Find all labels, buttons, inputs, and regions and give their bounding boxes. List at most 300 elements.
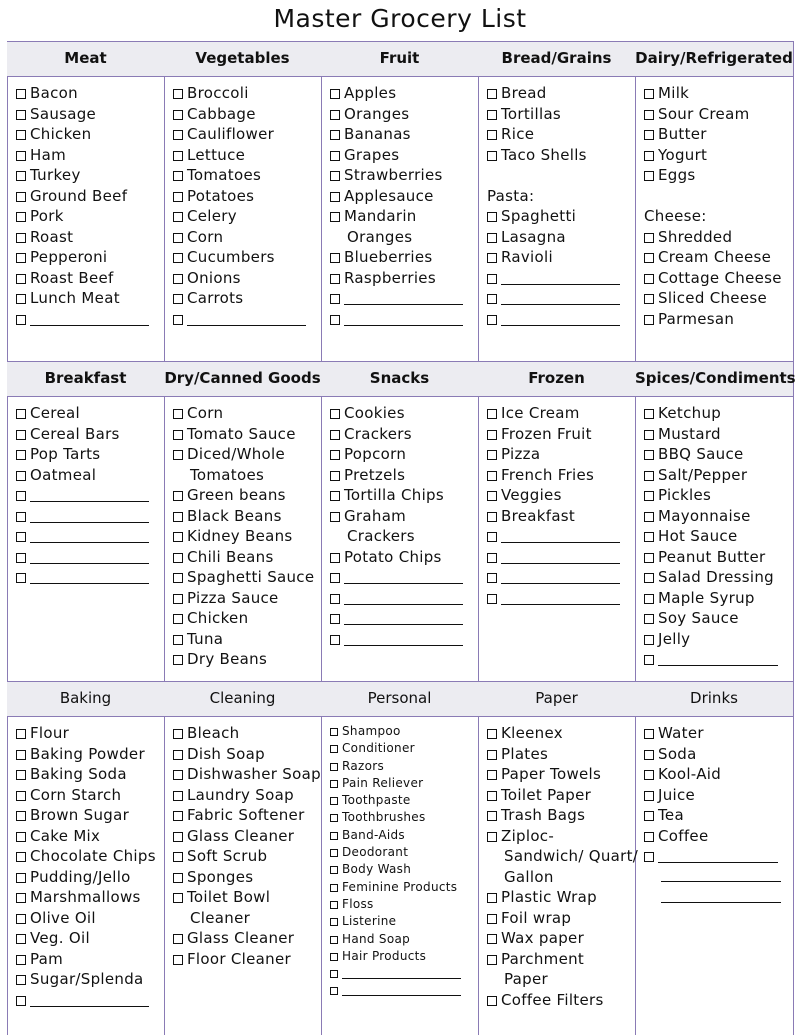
checkbox[interactable] [16,171,26,181]
list-item [330,124,475,145]
checkbox[interactable] [330,866,338,874]
list-item [644,744,790,765]
item-label: Hot Sauce [658,527,738,545]
write-in-line[interactable] [501,571,620,584]
checkbox[interactable] [644,614,654,624]
item-label: Pizza [501,445,541,463]
checkbox[interactable] [487,996,497,1006]
checkbox[interactable] [644,130,654,140]
list-item [173,949,318,970]
checkbox[interactable] [173,212,183,222]
checkbox[interactable] [330,614,340,624]
item-label: Crackers [344,424,412,443]
checkbox[interactable] [16,955,26,965]
write-in-line[interactable] [344,633,463,646]
checkbox[interactable] [330,745,338,753]
checkbox[interactable] [330,274,340,284]
write-in-line[interactable] [344,313,463,326]
checkbox[interactable] [487,553,497,563]
item-label: Wax paper [501,929,585,947]
checkbox[interactable] [644,532,654,542]
checkbox[interactable] [16,532,26,542]
checkbox[interactable] [16,315,26,325]
write-in-line[interactable] [342,983,461,996]
item-label: Veggies [501,486,562,504]
write-in-line[interactable] [30,551,149,564]
list-item [16,104,161,125]
checkbox[interactable] [644,852,654,862]
checkbox[interactable] [16,996,26,1006]
checkbox[interactable] [330,594,340,604]
checkbox[interactable] [644,655,654,665]
checkbox[interactable] [487,750,497,760]
item-label: Baking Powder [30,744,145,763]
checkbox[interactable] [330,849,338,857]
list-item [644,247,790,268]
checkbox[interactable] [487,729,497,739]
checkbox[interactable] [644,151,654,161]
item-label: Glass Cleaner [187,929,295,947]
checkbox[interactable] [330,315,340,325]
list-item [173,629,318,650]
checkbox[interactable] [173,791,183,801]
section-title-drinks: Drinks [690,689,738,707]
checkbox[interactable] [644,594,654,604]
list-item [487,908,632,929]
section-title-fruit: Fruit [379,49,420,67]
list-item [644,485,790,506]
checkbox[interactable] [487,770,497,780]
checkbox[interactable] [16,253,26,263]
section-list-bread-grains [487,83,632,329]
list-item [487,723,632,744]
checkbox[interactable] [487,212,497,222]
checkbox[interactable] [644,512,654,522]
checkbox[interactable] [330,797,338,805]
list-item [16,805,161,826]
checkbox[interactable] [487,409,497,419]
list-item [330,809,475,826]
list-item [330,775,475,792]
list-item [487,506,632,527]
checkbox[interactable] [173,594,183,604]
checkbox[interactable] [644,274,654,284]
write-in-line[interactable] [661,867,781,882]
write-in-line[interactable] [658,653,778,666]
blank-item [487,567,632,588]
checkbox[interactable] [487,955,497,965]
item-label: Pam [30,949,64,968]
item-label: Conditioner [342,741,415,756]
item-label: Spaghetti Sauce [187,568,315,586]
list-item [16,887,161,908]
list-item [644,588,790,609]
checkbox[interactable] [487,471,497,481]
item-label: Toilet Bowl [187,888,271,906]
blank-item [330,982,475,999]
checkbox[interactable] [16,750,26,760]
checkbox[interactable] [644,770,654,780]
checkbox[interactable] [173,635,183,645]
item-label: Salt/Pepper [658,465,748,484]
checkbox[interactable] [16,832,26,842]
checkbox[interactable] [487,89,497,99]
list-item [644,547,790,568]
checkbox[interactable] [330,936,338,944]
list-item [487,764,632,785]
checkbox[interactable] [173,233,183,243]
checkbox[interactable] [173,274,183,284]
checkbox[interactable] [330,970,338,978]
write-in-line[interactable] [344,592,463,605]
blank-item [16,485,161,506]
list-item [644,723,790,744]
checkbox[interactable] [644,294,654,304]
checkbox[interactable] [16,770,26,780]
checkbox[interactable] [487,491,497,501]
checkbox[interactable] [16,212,26,222]
checkbox[interactable] [644,553,654,563]
item-label: Toothbrushes [342,810,426,825]
column-divider [635,41,636,1035]
checkbox[interactable] [330,635,340,645]
checkbox[interactable] [644,409,654,419]
checkbox[interactable] [173,832,183,842]
checkbox[interactable] [173,852,183,862]
checkbox[interactable] [330,512,340,522]
write-in-line[interactable] [344,292,463,305]
list-item [173,785,318,806]
list-item [487,206,632,227]
list-item [330,844,475,861]
write-in-line[interactable] [30,530,149,543]
checkbox[interactable] [330,409,340,419]
checkbox[interactable] [644,315,654,325]
checkbox[interactable] [644,89,654,99]
checkbox[interactable] [487,832,497,842]
checkbox[interactable] [16,729,26,739]
item-label: Veg. Oil [30,929,90,947]
checkbox[interactable] [16,893,26,903]
checkbox[interactable] [330,953,338,961]
checkbox[interactable] [487,532,497,542]
checkbox[interactable] [16,89,26,99]
item-label: Tea [658,806,684,824]
list-item [644,288,790,309]
checkbox[interactable] [173,934,183,944]
checkbox[interactable] [487,430,497,440]
checkbox[interactable] [16,151,26,161]
checkbox[interactable] [173,553,183,563]
checkbox[interactable] [644,811,654,821]
checkbox[interactable] [173,729,183,739]
write-in-line[interactable] [30,510,149,523]
checkbox[interactable] [644,450,654,460]
item-label: Floor Cleaner [187,949,291,968]
checkbox[interactable] [173,750,183,760]
checkbox[interactable] [173,512,183,522]
list-item [16,826,161,847]
checkbox[interactable] [16,975,26,985]
list-item [173,268,318,289]
item-label: Marshmallows [30,888,141,906]
item-label: Kleenex [501,724,563,742]
checkbox[interactable] [330,884,338,892]
checkbox[interactable] [16,491,26,501]
checkbox[interactable] [16,811,26,821]
checkbox[interactable] [330,192,340,202]
checkbox[interactable] [16,110,26,120]
checkbox[interactable] [173,655,183,665]
section-title-dairy-refrigerated: Dairy/Refrigerated [635,49,793,67]
write-in-line[interactable] [501,313,620,326]
checkbox[interactable] [16,130,26,140]
checkbox[interactable] [487,791,497,801]
checkbox[interactable] [644,832,654,842]
checkbox[interactable] [330,450,340,460]
item-label: Kidney Beans [187,527,293,545]
checkbox[interactable] [330,253,340,263]
item-label: Celery [187,207,237,225]
write-in-line[interactable] [30,571,149,584]
checkbox[interactable] [487,130,497,140]
checkbox[interactable] [16,192,26,202]
list-item [16,186,161,207]
checkbox[interactable] [487,573,497,583]
checkbox[interactable] [644,430,654,440]
item-label: Floss [342,896,374,911]
checkbox[interactable] [330,294,340,304]
row-divider [7,76,793,77]
list-item [16,83,161,104]
item-label: Taco Shells [501,145,587,164]
write-in-line[interactable] [342,966,461,979]
write-in-line[interactable] [658,850,778,863]
checkbox[interactable] [330,814,338,822]
checkbox[interactable] [644,233,654,243]
checkbox[interactable] [487,811,497,821]
checkbox[interactable] [330,901,338,909]
list-item [16,969,161,990]
checkbox[interactable] [644,791,654,801]
list-item [487,949,632,970]
section-title-vegetables: Vegetables [195,49,290,67]
item-continuation: Sandwich/ Quart/ [504,847,639,865]
write-in-line[interactable] [30,489,149,502]
list-item [644,124,790,145]
section-title-dry-canned-goods: Dry/Canned Goods [164,369,321,387]
checkbox[interactable] [16,512,26,522]
checkbox[interactable] [487,233,497,243]
checkbox[interactable] [644,253,654,263]
item-continuation: Crackers [347,527,415,545]
checkbox[interactable] [16,934,26,944]
checkbox[interactable] [330,430,340,440]
checkbox[interactable] [173,253,183,263]
item-label: Tomato Sauce [187,424,296,443]
section-title-meat: Meat [64,49,107,67]
checkbox[interactable] [173,430,183,440]
checkbox[interactable] [16,233,26,243]
checkbox[interactable] [330,918,338,926]
checkbox[interactable] [16,791,26,801]
list-item [173,526,318,547]
checkbox[interactable] [330,832,338,840]
checkbox[interactable] [173,130,183,140]
section-title-frozen: Frozen [528,369,585,387]
write-in-line[interactable] [30,313,149,326]
checkbox[interactable] [487,934,497,944]
checkbox[interactable] [487,914,497,924]
checkbox[interactable] [487,274,497,284]
checkbox[interactable] [487,151,497,161]
checkbox[interactable] [330,471,340,481]
section-list-meat [16,83,161,329]
checkbox[interactable] [173,491,183,501]
list-item [330,247,475,268]
checkbox[interactable] [487,294,497,304]
checkbox[interactable] [487,315,497,325]
write-in-line[interactable] [187,313,306,326]
checkbox[interactable] [487,253,497,263]
write-in-line[interactable] [344,571,463,584]
checkbox[interactable] [173,450,183,460]
checkbox[interactable] [173,614,183,624]
list-item [173,649,318,670]
write-in-line[interactable] [501,530,620,543]
item-label: Oatmeal [30,465,97,484]
checkbox[interactable] [16,430,26,440]
item-label: Frozen Fruit [501,424,592,443]
item-label: Pickles [658,486,712,504]
item-label: Tortillas [501,104,562,123]
checkbox[interactable] [173,110,183,120]
checkbox[interactable] [16,573,26,583]
checkbox[interactable] [173,315,183,325]
checkbox[interactable] [330,151,340,161]
blank-item [487,309,632,330]
list-item [487,145,632,166]
checkbox[interactable] [487,512,497,522]
list-item [330,403,475,424]
list-item [487,124,632,145]
list-item [173,608,318,629]
item-label: Milk [658,84,690,102]
checkbox[interactable] [173,171,183,181]
checkbox[interactable] [16,914,26,924]
checkbox[interactable] [330,553,340,563]
list-item [173,444,318,465]
item-label: Pizza Sauce [187,588,279,607]
checkbox[interactable] [644,729,654,739]
checkbox[interactable] [644,750,654,760]
write-in-line[interactable] [30,994,149,1007]
checkbox[interactable] [330,763,338,771]
checkbox[interactable] [16,450,26,460]
checkbox[interactable] [644,171,654,181]
checkbox[interactable] [173,151,183,161]
checkbox[interactable] [16,873,26,883]
checkbox[interactable] [644,110,654,120]
checkbox[interactable] [330,780,338,788]
write-in-line[interactable] [344,612,463,625]
checkbox[interactable] [173,573,183,583]
checkbox[interactable] [330,987,338,995]
checkbox[interactable] [644,471,654,481]
checkbox[interactable] [644,491,654,501]
list-item [487,826,632,847]
checkbox[interactable] [173,89,183,99]
item-label: Mayonnaise [658,506,751,525]
item-label: Butter [658,125,707,143]
checkbox[interactable] [173,532,183,542]
checkbox[interactable] [16,553,26,563]
item-label: Ice Cream [501,404,580,422]
checkbox[interactable] [487,893,497,903]
item-label: BBQ Sauce [658,445,744,463]
checkbox[interactable] [644,635,654,645]
write-in-line[interactable] [661,888,781,903]
checkbox[interactable] [173,811,183,821]
checkbox[interactable] [487,594,497,604]
item-label: Chicken [187,609,249,627]
checkbox[interactable] [173,955,183,965]
checkbox[interactable] [330,110,340,120]
write-in-line[interactable] [501,272,620,285]
list-item [173,723,318,744]
list-item [487,83,632,104]
checkbox[interactable] [16,852,26,862]
checkbox[interactable] [173,294,183,304]
item-label: Brown Sugar [30,806,130,824]
checkbox[interactable] [330,130,340,140]
checkbox[interactable] [644,573,654,583]
checkbox[interactable] [330,573,340,583]
blank-item [487,588,632,609]
blank-item [16,506,161,527]
checkbox[interactable] [173,409,183,419]
list-item [330,186,475,207]
checkbox[interactable] [16,471,26,481]
checkbox[interactable] [173,893,183,903]
checkbox[interactable] [487,110,497,120]
checkbox[interactable] [330,212,340,222]
checkbox[interactable] [16,409,26,419]
write-in-line[interactable] [501,292,620,305]
item-label: Body Wash [342,862,412,877]
checkbox[interactable] [330,491,340,501]
item-label: Cookies [344,404,405,422]
checkbox[interactable] [173,192,183,202]
checkbox[interactable] [16,274,26,284]
item-label: Plates [501,744,549,763]
item-label: Coffee [658,826,709,845]
list-item [173,846,318,867]
checkbox[interactable] [330,89,340,99]
list-item [173,83,318,104]
checkbox[interactable] [330,171,340,181]
checkbox[interactable] [173,873,183,883]
blank-item [487,268,632,289]
list-item [173,124,318,145]
write-in-line[interactable] [501,551,620,564]
checkbox[interactable] [173,770,183,780]
list-item [173,145,318,166]
checkbox[interactable] [16,294,26,304]
write-in-line[interactable] [501,592,620,605]
checkbox[interactable] [330,728,338,736]
checkbox[interactable] [487,450,497,460]
